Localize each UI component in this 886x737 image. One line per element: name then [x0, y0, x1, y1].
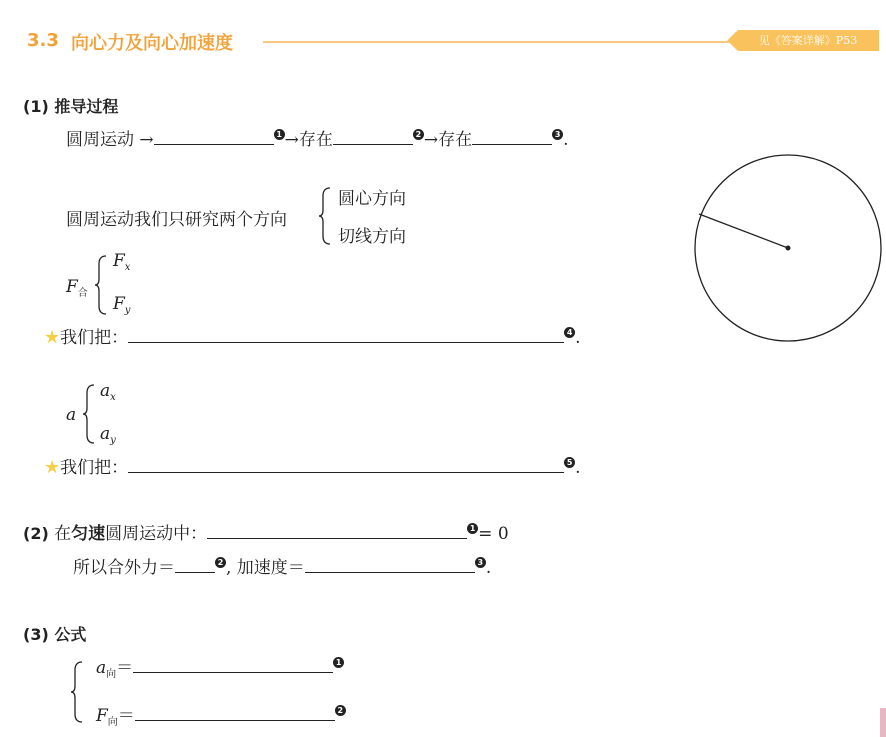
direction-radial: 圆心方向	[338, 189, 406, 209]
derivation-text: 圆周运动 →	[66, 130, 154, 150]
we-take-blank-2[interactable]	[128, 456, 564, 473]
derivation-line	[66, 128, 569, 150]
star-icon: ★	[44, 457, 61, 478]
answer-mark-3: 3	[475, 557, 486, 568]
part2-number: (2)	[23, 524, 49, 543]
header-rule	[263, 41, 733, 43]
we-take-label: 我们把：	[60, 328, 129, 348]
derivation-arrow-2: →存在	[423, 130, 473, 150]
net-force-symbol: $F_合$	[66, 277, 88, 299]
derivation-arrow-1: →存在	[284, 130, 333, 150]
force-brace	[94, 254, 108, 316]
accel-y-component: $a_y$	[100, 424, 116, 446]
formula-centripetal-force: $F_向= 2$	[96, 704, 346, 733]
answer-mark-5: 5	[564, 457, 575, 468]
directions-lead: 圆周运动我们只研究两个方向	[66, 210, 287, 230]
answer-mark-1: 1	[467, 523, 478, 534]
formula-blank-2[interactable]	[135, 704, 335, 721]
answer-mark-2: 2	[413, 129, 424, 140]
derivation-blank-3[interactable]	[472, 128, 552, 145]
formula-centripetal-accel: $a_向= 1$	[96, 656, 344, 685]
section-number: 3.3	[27, 30, 59, 51]
equals-zero: = 0	[478, 524, 509, 544]
answer-reference-tag	[737, 30, 879, 51]
answer-mark-3: 3	[552, 129, 563, 140]
force-x-component: $F_x$	[113, 251, 131, 273]
we-take-line-2: ★我们把： 5 .	[44, 457, 581, 478]
section-title: 向心力及向心加速度	[71, 33, 233, 54]
answer-mark-1: 1	[333, 657, 344, 668]
formula-blank-1[interactable]	[133, 656, 333, 673]
period: .	[563, 130, 569, 150]
part2-line-1: (2) 在匀速圆周运动中： 1 = 0	[23, 524, 509, 544]
derivation-blank-1[interactable]	[154, 128, 274, 145]
accel-brace	[82, 383, 96, 445]
circle-diagram	[690, 152, 886, 346]
accel-symbol: a	[66, 405, 77, 425]
answer-mark-2: 2	[335, 705, 346, 716]
answer-mark-1: 1	[274, 129, 285, 140]
we-take-line-1: ★我们把： 4 .	[44, 327, 581, 348]
part3-heading: (3) 公式	[23, 625, 87, 644]
uniform-emphasis: 匀速	[71, 524, 106, 544]
center-dot	[786, 246, 791, 251]
part2-blank-1[interactable]	[207, 522, 467, 539]
part2-blank-2[interactable]	[175, 556, 215, 573]
derivation-blank-2[interactable]	[333, 128, 413, 145]
answer-mark-4: 4	[564, 327, 575, 338]
we-take-blank-1[interactable]	[128, 326, 564, 343]
formula-brace	[70, 660, 84, 724]
directions-brace	[318, 186, 332, 246]
we-take-label: 我们把：	[60, 458, 129, 478]
answer-mark-2: 2	[215, 557, 226, 568]
accel-x-component: $a_x$	[100, 381, 116, 403]
page-edge-tab	[880, 708, 886, 737]
star-icon: ★	[44, 327, 61, 348]
force-y-component: $F_y$	[113, 294, 131, 316]
part2-line-2: 所以合外力＝ 2 , 加速度＝ 3 .	[73, 558, 492, 578]
radius-line	[699, 214, 788, 248]
direction-tangential: 切线方向	[338, 227, 406, 247]
part1-heading: (1) 推导过程	[23, 97, 119, 116]
answer-reference-text: 见《答案详解》P53	[758, 34, 858, 47]
part2-blank-3[interactable]	[305, 556, 475, 573]
